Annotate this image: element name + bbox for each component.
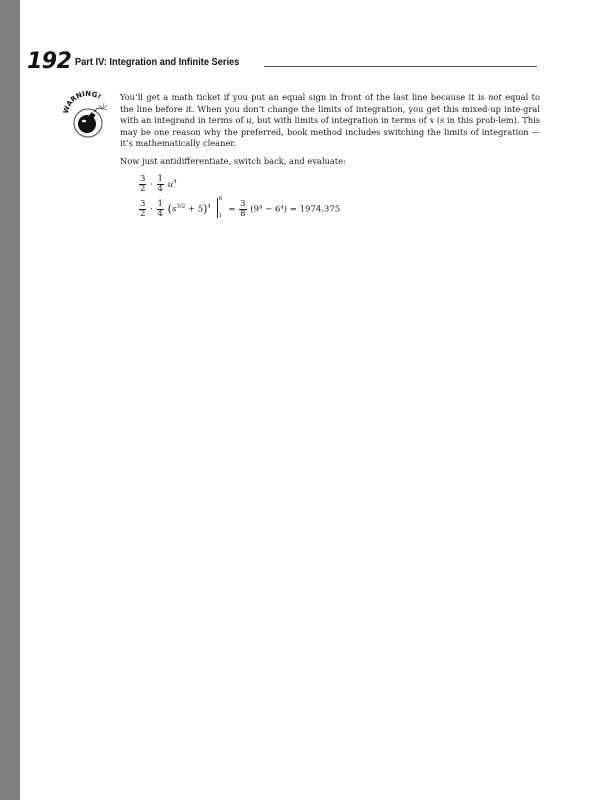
left-paren: ( [167, 202, 172, 216]
warning-text-emphasis: not [488, 92, 502, 102]
variable-s: s [171, 204, 177, 215]
denominator: 2 [140, 184, 146, 194]
page-number: 192 [27, 49, 72, 74]
dot-operator: · [150, 204, 153, 215]
result-expression: (9⁴ − 6⁴) = 1974.375 [250, 204, 341, 215]
numerator: 1 [157, 174, 163, 184]
right-paren: ) [203, 202, 208, 216]
numerator: 1 [157, 198, 163, 209]
inner-exponent: 3/2 [176, 203, 186, 210]
dot-operator: · [150, 180, 153, 190]
fraction-one-quarter [157, 200, 164, 219]
warning-var-u: u [246, 115, 252, 126]
variable-u: u [167, 180, 174, 190]
fraction-three-halves [139, 200, 146, 219]
fraction-three-eighths [239, 200, 246, 219]
equation-2 [138, 198, 340, 220]
fraction-one-quarter [157, 175, 164, 194]
warning-text-9: in this prob-lem). This may be one reason why the preferred, book method includes switching the limits of integration — it’s mathematically cleaner. [120, 115, 540, 149]
running-head: Part IV: Integration and Infinite Series [75, 56, 240, 68]
warning-icon-label: WARNING! [61, 90, 103, 115]
denominator: 2 [140, 208, 146, 219]
warning-text-1: You’ll get a math ticket if you put an equal sign in front of the last line because it is [120, 92, 489, 102]
header-rule [264, 66, 537, 67]
page-header [27, 50, 537, 74]
intro-line: Now just antidifferentiate, switch back, and evaluate: [120, 156, 346, 166]
page-spine [0, 0, 20, 800]
plus-five: + 5 [185, 204, 204, 215]
warning-text-7: ( [434, 115, 440, 126]
equals-sign: = [228, 204, 239, 215]
outer-exponent: 4 [207, 203, 211, 210]
lower-limit: 1 [218, 213, 223, 219]
denominator: 4 [157, 184, 163, 194]
numerator: 3 [140, 198, 146, 209]
upper-limit: 8 [218, 196, 223, 202]
exponent: 4 [173, 179, 177, 185]
numerator: 3 [140, 174, 146, 184]
evaluation-bar [215, 198, 225, 220]
equation-1 [138, 175, 177, 194]
warning-bomb-icon [60, 90, 116, 142]
fraction-three-halves [139, 175, 146, 194]
warning-var-x: x [429, 115, 435, 126]
denominator: 4 [157, 208, 163, 219]
numerator: 3 [240, 198, 246, 209]
warning-paragraph [120, 92, 540, 150]
warning-text-3: equal to the line before it. When you don’t change the limits of integration, you get this mixed-up inte-gral with an integrand in terms of [120, 92, 540, 126]
warning-text-5: , but with limits of integration in terms of [251, 115, 430, 126]
denominator: 8 [240, 208, 246, 219]
warning-var-s: s [439, 115, 445, 126]
evaluation-bar-line [217, 198, 218, 218]
